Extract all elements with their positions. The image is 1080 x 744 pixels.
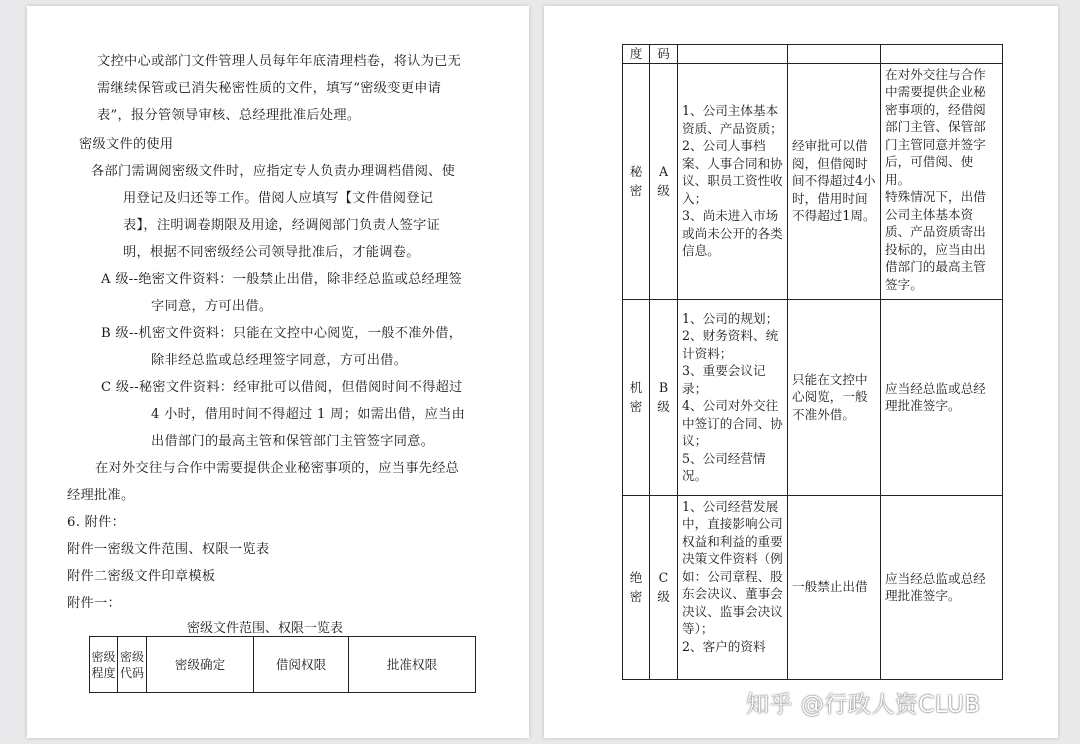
borrow-cell: 只能在文控中心阅览，一般不准外借。 (788, 299, 881, 495)
body-line: 字同意，方可出借。 (151, 299, 273, 314)
approve-cell: 在对外交往与合作中需要提供企业秘密事项的，经借阅部门主管、保管部门主管同意并签字后，可借阅、使用。 特殊情况下，出借公司主体基本资质、产品资质寄出投标的，应当由出借部门的最高主管签字。 (881, 63, 1003, 299)
approve-cell: 应当经总监或总经理批准签字。 (881, 299, 1003, 495)
scope-cell: 1、公司的规划； 2、财务资料、统计资料； 3、重要会议记录； 4、公司对外交往中签订的合同、协议； 5、公司经营情况。 (678, 299, 788, 495)
section-heading: 密级文件的使用 (79, 137, 174, 152)
header-continuation-row (623, 45, 1003, 64)
borrow-cell: 经审批可以借阅，但借阅时间不得超过4小时，借用时间不得超过1周。 (788, 63, 881, 299)
body-line: 经理批准。 (67, 488, 135, 503)
body-line: A 级--绝密文件资料：一般禁止出借，除非经总监或总经理签 (101, 272, 463, 287)
level-cell: 秘密 (623, 63, 650, 299)
attachment-item: 附件一密级文件范围、权限一览表 (67, 542, 270, 557)
scope-cell: 1、公司经营发展中，直接影响公司权益和利益的重要决策文件资料（例如：公司章程、股东会决议、董事会决议、监事会决议等）； 2、客户的资料 (678, 495, 788, 679)
body-line: 各部门需调阅密级文件时，应指定专人负责办理调档借阅、使 (91, 164, 456, 179)
body-line: 表”，报分管领导审核、总经理批准后处理。 (97, 108, 361, 123)
attachment-label: 附件一： (67, 596, 121, 611)
zhihu-watermark: 知乎 @行政人资CLUB (746, 692, 981, 718)
body-line: 4 小时，借用时间不得超过 1 周；如需出借，应当由 (151, 407, 466, 422)
borrow-cell: 一般禁止出借 (788, 495, 881, 679)
body-line: 表】，注明调卷期限及用途，经调阅部门负责人签字证 (123, 218, 441, 233)
body-line: 需继续保管或已消失秘密性质的文件，填写“密级变更申请 (97, 81, 442, 96)
header-cell: 批准权限 (349, 637, 476, 693)
code-cell: C级 (650, 495, 678, 679)
body-line: 在对外交往与合作中需要提供企业秘密事项的，应当事先经总 (95, 461, 460, 476)
level-cell: 绝密 (623, 495, 650, 679)
code-cell: A级 (650, 63, 678, 299)
header-cell: 密级代码 (118, 637, 147, 693)
left-document-page (27, 6, 529, 738)
body-line: 用登记及归还等工作。借阅人应填写【文件借阅登记 (123, 191, 434, 206)
header-cell: 码 (650, 45, 678, 64)
table-row (623, 299, 1003, 495)
code-cell: B级 (650, 299, 678, 495)
approve-cell: 应当经总监或总经理批准签字。 (881, 495, 1003, 679)
attachment-item: 附件二密级文件印章模板 (67, 569, 216, 584)
body-line: 除非经总监或总经理签字同意，方可出借。 (151, 353, 408, 368)
table-row (623, 63, 1003, 299)
table-row (623, 495, 1003, 679)
right-document-page (544, 6, 1058, 738)
table-title: 密级文件范围、权限一览表 (187, 621, 344, 636)
classification-table (622, 44, 1003, 680)
body-line: 明，根据不同密级经公司领导批准后，才能调卷。 (123, 245, 420, 260)
body-line: 出借部门的最高主管和保管部门主管签字同意。 (151, 434, 435, 449)
scope-cell: 1、公司主体基本资质、产品资质； 2、公司人事档案、人事合同和协议、职员工资性收入； 3、尚未进入市场或尚未公开的各类信息。 (678, 63, 788, 299)
body-line: B 级--机密文件资料：只能在文控中心阅览，一般不准外借， (101, 326, 463, 341)
body-line: C 级--秘密文件资料：经审批可以借阅，但借阅时间不得超过 (101, 380, 463, 395)
body-line: 文控中心或部门文件管理人员每年年底清理档卷，将认为已无 (97, 54, 462, 69)
header-cell: 借阅权限 (254, 637, 349, 693)
header-cell: 度 (623, 45, 650, 64)
header-cell: 密级确定 (147, 637, 254, 693)
header-cell: 密级程度 (90, 637, 118, 693)
level-cell: 机密 (623, 299, 650, 495)
classification-table-header (89, 636, 476, 693)
section-heading: 6. 附件： (67, 515, 126, 530)
